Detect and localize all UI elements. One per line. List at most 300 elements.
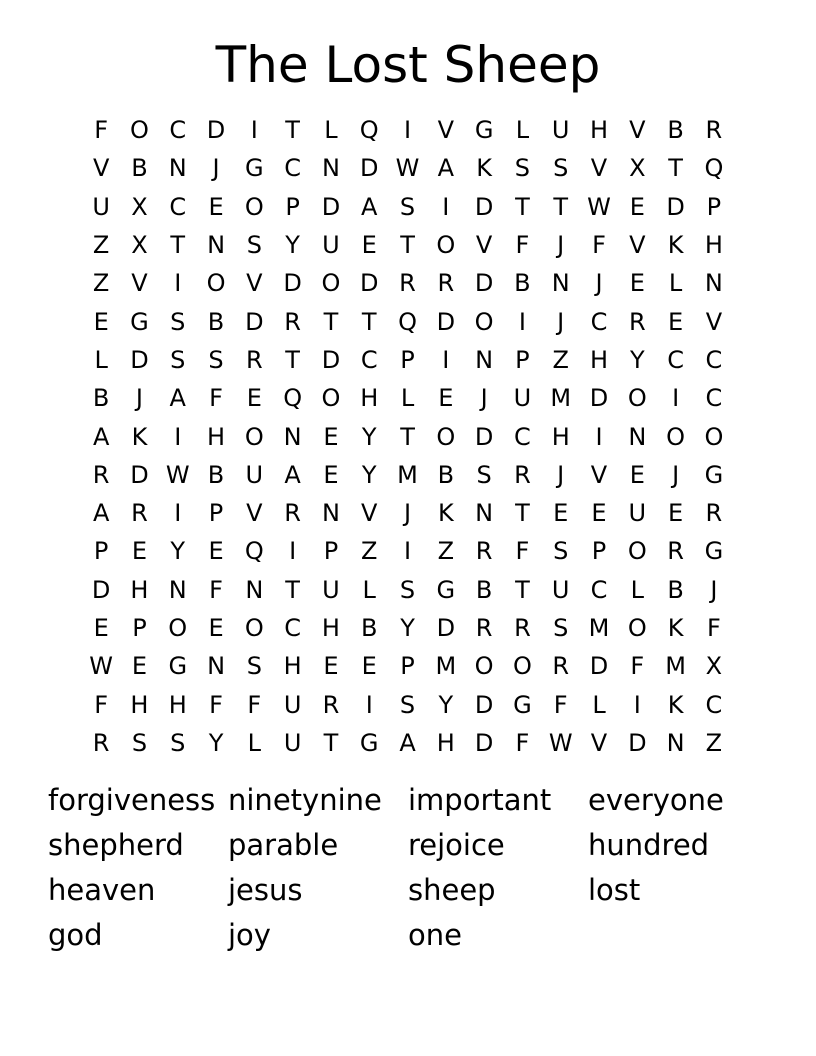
grid-letter: J (480, 384, 488, 413)
grid-letter: E (438, 384, 454, 413)
grid-letter: C (705, 384, 723, 413)
grid-letter: D (206, 116, 226, 145)
grid-letter: N (475, 499, 494, 528)
grid-letter: T (285, 575, 300, 604)
grid-letter: B (207, 307, 225, 336)
grid-letter: D (474, 269, 494, 298)
grid-letter: A (92, 499, 110, 528)
grid-letter: S (170, 307, 186, 336)
grid-letter: O (704, 422, 724, 451)
grid-letter: T (285, 345, 300, 374)
grid-letter: A (169, 384, 186, 413)
grid-letter: K (437, 499, 454, 528)
grid-letter: P (591, 537, 607, 566)
grid-letter: H (207, 422, 226, 451)
grid-letter: R (92, 460, 110, 489)
grid-letter: X (131, 192, 148, 221)
grid-letter: C (169, 116, 187, 145)
page-title: The Lost Sheep (215, 36, 601, 94)
word-list-item: forgiveness (48, 783, 216, 817)
grid-letter: E (668, 499, 684, 528)
grid-letter: R (131, 499, 148, 528)
grid-letter: G (245, 154, 264, 183)
grid-letter: E (208, 192, 224, 221)
grid-letter: A (361, 192, 378, 221)
grid-letter: U (513, 384, 532, 413)
grid-letter: R (284, 307, 301, 336)
grid-letter: G (168, 652, 188, 681)
grid-letter: C (667, 345, 684, 374)
grid-letter: U (322, 231, 340, 260)
grid-letter: G (704, 537, 724, 566)
grid-letter: I (174, 269, 182, 298)
grid-letter: S (553, 614, 569, 642)
grid-letter: V (590, 728, 608, 757)
grid-letter: R (514, 460, 531, 489)
grid-letter: E (591, 499, 607, 528)
grid-letter: N (551, 269, 570, 298)
grid-letter: O (436, 231, 456, 260)
grid-letter: Z (705, 728, 723, 757)
grid-letter: S (131, 728, 148, 757)
word-list-item: one (408, 918, 462, 952)
grid-letter: I (403, 116, 412, 145)
grid-letter: R (552, 652, 570, 681)
grid-letter: R (92, 728, 110, 757)
grid-letter: F (94, 690, 109, 719)
grid-letter: F (553, 690, 568, 719)
grid-letter: U (322, 575, 340, 604)
grid-letter: I (595, 422, 603, 451)
grid-letter: D (589, 652, 609, 681)
grid-letter: G (130, 307, 149, 336)
grid-letter: I (174, 499, 182, 528)
grid-letter: M (550, 384, 572, 413)
grid-letter: D (666, 192, 685, 221)
grid-letter: U (283, 690, 302, 719)
grid-letter: L (324, 116, 338, 145)
grid-letter: N (321, 154, 340, 183)
grid-letter: H (130, 690, 149, 719)
grid-letter: H (360, 384, 379, 413)
grid-letter: L (592, 690, 606, 719)
word-list-item: rejoice (408, 828, 505, 862)
grid-letter: O (130, 116, 149, 145)
grid-letter: K (476, 154, 492, 183)
grid-letter: B (92, 384, 110, 413)
grid-letter: S (170, 345, 186, 374)
grid-letter: C (284, 154, 302, 183)
grid-letter: E (131, 537, 148, 566)
grid-letter: Y (361, 460, 377, 489)
grid-letter: D (474, 690, 494, 719)
grid-letter: E (323, 460, 339, 489)
grid-letter: C (705, 345, 723, 374)
grid-letter: W (89, 652, 114, 681)
grid-letter: J (403, 499, 412, 528)
grid-letter: Z (437, 537, 455, 566)
grid-letter: H (436, 728, 455, 757)
grid-letter: T (361, 307, 377, 336)
grid-letter: L (668, 269, 683, 298)
grid-letter: J (710, 575, 718, 604)
grid-letter: S (553, 154, 569, 183)
grid-letter: P (400, 345, 415, 374)
grid-letter: O (321, 384, 341, 413)
grid-letter: U (283, 728, 302, 757)
grid-letter: B (437, 460, 455, 489)
grid-letter: E (668, 307, 684, 336)
grid-letter: O (627, 537, 647, 566)
grid-letter: N (245, 575, 264, 604)
grid-letter: E (246, 384, 262, 413)
grid-letter: E (208, 537, 224, 566)
grid-letter: C (169, 192, 187, 221)
grid-letter: K (667, 614, 684, 642)
grid-letter: D (91, 575, 111, 604)
grid-letter: I (365, 690, 373, 719)
grid-letter: F (592, 231, 606, 260)
grid-letter: I (289, 537, 297, 566)
grid-letter: T (553, 192, 569, 221)
grid-letter: I (250, 116, 258, 145)
grid-letter: D (283, 269, 302, 298)
grid-letter: N (628, 422, 647, 451)
grid-letter: V (705, 307, 723, 336)
grid-letter: J (672, 460, 680, 489)
grid-letter: O (627, 384, 647, 413)
grid-letter: R (475, 537, 493, 566)
grid-letter: S (553, 537, 569, 566)
grid-letter: E (629, 269, 645, 298)
grid-letter: D (321, 192, 341, 221)
grid-letter: S (246, 231, 262, 260)
grid-letter: R (667, 537, 684, 566)
grid-letter: S (246, 652, 262, 681)
grid-letter: Y (438, 690, 454, 719)
grid-letter: X (629, 154, 646, 183)
grid-letter: L (400, 384, 415, 413)
word-list-item: hundred (588, 828, 710, 862)
grid-letter: R (514, 614, 531, 642)
grid-letter: Z (361, 537, 378, 566)
grid-letter: E (323, 422, 339, 451)
grid-letter: J (557, 307, 565, 336)
grid-letter: B (514, 269, 531, 298)
grid-letter: J (135, 384, 143, 413)
grid-letter: H (321, 614, 340, 642)
grid-letter: O (244, 422, 264, 451)
grid-letter: O (512, 652, 532, 681)
grid-letter: G (513, 690, 532, 719)
grid-letter: R (284, 499, 301, 528)
grid-letter: S (399, 575, 416, 604)
grid-letter: N (207, 231, 226, 260)
grid-letter: V (475, 231, 493, 260)
grid-letter: C (284, 614, 302, 642)
grid-letter: J (557, 231, 565, 260)
grid-letter: I (672, 384, 680, 413)
grid-letter: T (515, 499, 530, 528)
grid-letter: L (362, 575, 376, 604)
grid-letter: D (436, 307, 456, 336)
grid-letter: D (628, 728, 647, 757)
grid-letter: O (321, 269, 341, 298)
grid-letter: E (553, 499, 569, 528)
grid-letter: W (587, 192, 611, 221)
grid-letter: S (208, 345, 224, 374)
grid-letter: P (208, 499, 224, 528)
grid-letter: F (630, 652, 645, 681)
grid-letter: K (667, 231, 684, 260)
grid-letter: P (515, 345, 530, 374)
grid-letter: G (359, 728, 379, 757)
grid-letter: O (474, 652, 494, 681)
grid-letter: E (629, 192, 645, 221)
grid-letter: B (131, 154, 148, 183)
grid-letter: D (359, 154, 379, 183)
grid-letter: E (208, 614, 224, 642)
grid-letter: A (284, 460, 301, 489)
grid-letter: E (131, 652, 148, 681)
grid-letter: I (403, 537, 412, 566)
grid-letter: D (474, 728, 494, 757)
grid-letter: H (589, 116, 609, 145)
grid-letter: O (627, 614, 647, 642)
grid-letter: O (474, 307, 494, 336)
grid-letter: E (361, 231, 377, 260)
grid-letter: R (628, 307, 646, 336)
word-list-item: sheep (408, 873, 496, 907)
grid-letter: J (595, 269, 603, 298)
grid-letter: B (667, 116, 684, 145)
grid-letter: C (590, 307, 608, 336)
grid-letter: O (206, 269, 226, 298)
grid-letter: H (283, 652, 302, 681)
grid-letter: C (360, 345, 378, 374)
word-list-item: parable (228, 828, 339, 862)
grid-letter: C (514, 422, 531, 451)
word-list-item: important (408, 783, 552, 817)
grid-letter: N (283, 422, 302, 451)
grid-letter: E (93, 307, 109, 336)
grid-letter: H (589, 345, 609, 374)
grid-letter: S (399, 192, 416, 221)
grid-letter: N (704, 269, 723, 298)
word-list-item: joy (228, 918, 271, 952)
grid-letter: S (476, 460, 492, 489)
grid-letter: W (548, 728, 573, 757)
grid-letter: T (400, 231, 415, 260)
grid-letter: P (285, 192, 300, 221)
grid-letter: F (706, 614, 721, 642)
grid-letter: F (209, 690, 223, 719)
grid-letter: Z (92, 269, 110, 298)
grid-letter: T (170, 231, 186, 260)
grid-letter: H (130, 575, 149, 604)
grid-letter: B (360, 614, 378, 642)
grid-letter: T (515, 575, 530, 604)
grid-letter: Z (552, 345, 569, 374)
grid-letter: T (400, 422, 415, 451)
word-list (48, 780, 768, 960)
grid-letter: D (359, 269, 379, 298)
grid-letter: V (437, 116, 455, 145)
word-list-item: lost (588, 873, 641, 907)
grid-letter: A (399, 728, 416, 757)
grid-letter: Z (92, 231, 110, 260)
word-list-item: heaven (48, 873, 156, 907)
grid-letter: I (518, 307, 526, 336)
grid-letter: P (400, 652, 415, 681)
grid-letter: Q (359, 116, 379, 145)
grid-letter: U (92, 192, 110, 221)
grid-letter: F (209, 384, 223, 413)
grid-letter: S (399, 690, 416, 719)
grid-letter: Q (244, 537, 264, 566)
grid-letter: I (633, 690, 641, 719)
grid-letter: P (132, 614, 147, 642)
grid-letter: F (515, 728, 530, 757)
grid-letter: M (397, 460, 418, 489)
grid-letter: V (246, 499, 263, 528)
grid-letter: V (92, 154, 110, 183)
grid-letter: Y (285, 231, 300, 260)
grid-letter: D (245, 307, 264, 336)
word-list-item: shepherd (48, 828, 184, 862)
grid-letter: H (704, 231, 723, 260)
grid-letter: D (589, 384, 609, 413)
grid-letter: P (93, 537, 109, 566)
grid-letter: O (244, 192, 264, 221)
grid-letter: B (667, 575, 684, 604)
grid-letter: U (628, 499, 647, 528)
grid-letter: W (395, 154, 420, 183)
grid-letter: D (321, 345, 341, 374)
grid-letter: R (322, 690, 340, 719)
grid-letter: Q (398, 307, 417, 336)
grid-letter: E (629, 460, 645, 489)
grid-letter: E (361, 652, 377, 681)
grid-letter: D (474, 422, 494, 451)
letter-grid (82, 111, 733, 762)
grid-letter: Q (704, 154, 724, 183)
grid-letter: E (93, 614, 109, 642)
grid-letter: J (212, 154, 220, 183)
grid-letter: S (514, 154, 531, 183)
grid-letter: R (705, 499, 723, 528)
word-list-item: ninetynine (228, 783, 382, 817)
grid-letter: M (665, 652, 686, 681)
grid-letter: N (168, 575, 187, 604)
grid-letter: R (705, 116, 723, 145)
grid-letter: V (629, 231, 646, 260)
grid-letter: H (168, 690, 187, 719)
grid-letter: K (667, 690, 684, 719)
grid-letter: V (590, 154, 608, 183)
grid-letter: Y (361, 422, 377, 451)
grid-letter: O (666, 422, 686, 451)
grid-letter: U (551, 575, 570, 604)
grid-letter: N (207, 652, 226, 681)
grid-letter: S (170, 728, 186, 757)
grid-letter: P (706, 192, 722, 221)
grid-letter: V (131, 269, 148, 298)
grid-letter: T (323, 728, 339, 757)
grid-letter: A (437, 154, 455, 183)
grid-letter: U (551, 116, 570, 145)
grid-letter: H (551, 422, 570, 451)
grid-letter: L (515, 116, 530, 145)
word-list-item: god (48, 918, 103, 952)
grid-letter: T (285, 116, 300, 145)
grid-letter: D (130, 345, 149, 374)
grid-letter: E (323, 652, 339, 681)
grid-letter: Q (283, 384, 303, 413)
grid-letter: D (436, 614, 456, 642)
grid-letter: L (247, 728, 262, 757)
grid-letter: D (474, 192, 494, 221)
grid-letter: X (131, 231, 148, 260)
grid-letter: Y (208, 728, 224, 757)
grid-letter: C (705, 690, 723, 719)
grid-letter: V (629, 116, 646, 145)
grid-letter: O (436, 422, 456, 451)
grid-letter: P (323, 537, 339, 566)
grid-letter: V (246, 269, 263, 298)
grid-letter: I (442, 345, 450, 374)
grid-letter: O (168, 614, 188, 642)
grid-letter: G (704, 460, 724, 489)
grid-letter: L (94, 345, 108, 374)
grid-letter: G (436, 575, 456, 604)
grid-letter: G (474, 116, 494, 145)
grid-letter: N (168, 154, 187, 183)
word-list-item: everyone (588, 783, 724, 817)
grid-letter: F (94, 116, 109, 145)
grid-letter: R (437, 269, 455, 298)
grid-letter: R (245, 345, 263, 374)
grid-letter: R (399, 269, 416, 298)
grid-letter: Y (400, 614, 415, 642)
grid-letter: I (174, 422, 182, 451)
grid-letter: O (244, 614, 264, 642)
grid-letter: N (475, 345, 494, 374)
grid-letter: M (588, 614, 610, 642)
grid-letter: I (442, 192, 450, 221)
grid-letter: U (245, 460, 264, 489)
grid-letter: C (590, 575, 608, 604)
grid-letter: F (209, 575, 223, 604)
grid-letter: D (130, 460, 149, 489)
grid-letter: R (475, 614, 493, 642)
grid-letter: T (515, 192, 530, 221)
grid-letter: L (630, 575, 644, 604)
grid-letter: T (323, 307, 339, 336)
word-list-item: jesus (228, 873, 303, 907)
grid-letter: B (475, 575, 493, 604)
grid-letter: V (361, 499, 378, 528)
grid-letter: A (92, 422, 110, 451)
grid-letter: M (435, 652, 457, 681)
grid-letter: F (247, 690, 262, 719)
grid-letter: X (705, 652, 723, 681)
grid-letter: N (321, 499, 340, 528)
grid-letter: F (515, 231, 530, 260)
grid-letter: J (557, 460, 565, 489)
grid-letter: Y (170, 537, 186, 566)
grid-letter: Y (629, 345, 645, 374)
